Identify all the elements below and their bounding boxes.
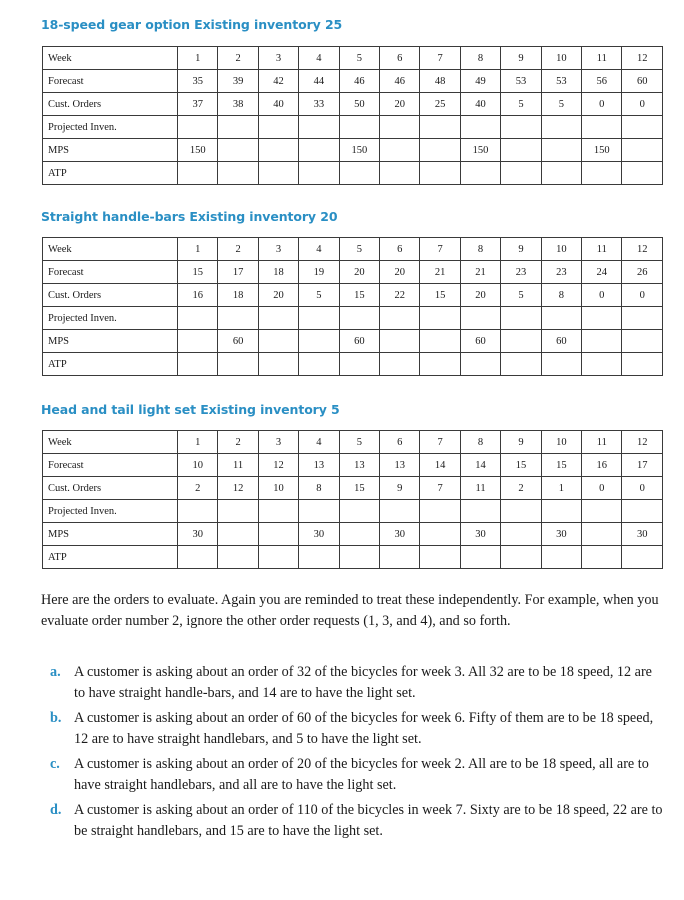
week-number-cell: 2	[218, 47, 258, 70]
customer-orders-row	[43, 477, 663, 500]
row-label: Projected Inven.	[43, 500, 178, 523]
table-cell	[622, 353, 663, 376]
order-item	[41, 754, 666, 795]
week-number-cell: 4	[299, 238, 339, 261]
table-cell	[178, 546, 218, 569]
row-label: ATP	[43, 546, 178, 569]
forecast-row	[43, 454, 663, 477]
week-number-cell: 7	[420, 431, 460, 454]
table-cell	[501, 500, 541, 523]
order-list	[41, 662, 666, 846]
table-cell: 46	[380, 70, 420, 93]
week-number-cell: 5	[339, 47, 379, 70]
table-cell: 60	[622, 70, 663, 93]
table-cell: 30	[460, 523, 500, 546]
table-cell: 11	[460, 477, 500, 500]
atp-row	[43, 162, 663, 185]
table-cell	[501, 307, 541, 330]
table-cell: 49	[460, 70, 500, 93]
table-cell: 2	[501, 477, 541, 500]
table-cell: 15	[541, 454, 581, 477]
customer-orders-row	[43, 93, 663, 116]
week-number-cell: 6	[380, 238, 420, 261]
table-cell: 20	[258, 284, 298, 307]
week-number-cell: 2	[218, 431, 258, 454]
week-row	[43, 431, 663, 454]
table-cell: 150	[178, 139, 218, 162]
order-text: A customer is asking about an order of 32 of the bicycles for week 3. All 32 are to be 18 speed, 12 are to have straight handle-bars, and 14 are to have the light set.	[74, 664, 652, 701]
table-cell: 38	[218, 93, 258, 116]
table-cell: 15	[420, 284, 460, 307]
table-cell	[420, 139, 460, 162]
table-cell: 25	[420, 93, 460, 116]
table-cell	[460, 162, 500, 185]
table-cell	[582, 162, 622, 185]
table-cell	[299, 162, 339, 185]
row-label: Week	[43, 431, 178, 454]
order-marker: d.	[50, 802, 62, 818]
row-label: Projected Inven.	[43, 307, 178, 330]
forecast-row	[43, 261, 663, 284]
table-cell	[501, 116, 541, 139]
table-cell: 42	[258, 70, 298, 93]
table-cell	[258, 523, 298, 546]
table-cell	[582, 330, 622, 353]
table-cell: 0	[582, 477, 622, 500]
table-cell	[460, 353, 500, 376]
row-label: MPS	[43, 523, 178, 546]
row-label: Cust. Orders	[43, 477, 178, 500]
table-cell	[380, 116, 420, 139]
table-cell	[380, 139, 420, 162]
table-cell	[541, 307, 581, 330]
week-row	[43, 238, 663, 261]
week-number-cell: 8	[460, 238, 500, 261]
table-cell: 16	[582, 454, 622, 477]
row-label: Forecast	[43, 454, 178, 477]
table-cell	[258, 500, 298, 523]
table-cell: 13	[380, 454, 420, 477]
table-cell	[299, 139, 339, 162]
table-cell: 5	[501, 284, 541, 307]
table-cell	[501, 162, 541, 185]
table-cell	[582, 116, 622, 139]
table-cell	[299, 330, 339, 353]
table-cell: 16	[178, 284, 218, 307]
table-cell: 26	[622, 261, 663, 284]
table-cell: 2	[178, 477, 218, 500]
week-number-cell: 8	[460, 47, 500, 70]
week-number-cell: 7	[420, 47, 460, 70]
order-text: A customer is asking about an order of 20 of the bicycles for week 2. All are to be 18 speed, all are to have straight handlebars, and all are to have the light set.	[74, 756, 649, 793]
forecast-row	[43, 70, 663, 93]
table-cell: 37	[178, 93, 218, 116]
week-number-cell: 8	[460, 431, 500, 454]
table-cell: 150	[460, 139, 500, 162]
order-marker: a.	[50, 664, 61, 680]
table-cell: 150	[339, 139, 379, 162]
table-cell: 8	[541, 284, 581, 307]
table-cell	[460, 116, 500, 139]
row-label: Week	[43, 47, 178, 70]
table-cell: 35	[178, 70, 218, 93]
table-cell	[582, 353, 622, 376]
table-cell: 30	[541, 523, 581, 546]
table-cell: 17	[218, 261, 258, 284]
atp-row	[43, 546, 663, 569]
table-cell: 8	[299, 477, 339, 500]
table-cell: 1	[541, 477, 581, 500]
table-cell: 150	[582, 139, 622, 162]
table-cell	[582, 546, 622, 569]
table-cell	[420, 162, 460, 185]
week-number-cell: 5	[339, 431, 379, 454]
table-cell	[258, 353, 298, 376]
row-label: Cust. Orders	[43, 284, 178, 307]
table-cell: 30	[178, 523, 218, 546]
table-cell	[380, 500, 420, 523]
week-number-cell: 2	[218, 238, 258, 261]
table-cell: 20	[460, 284, 500, 307]
table-cell: 12	[258, 454, 298, 477]
week-number-cell: 9	[501, 47, 541, 70]
table-cell	[299, 353, 339, 376]
table-cell	[380, 330, 420, 353]
atp-row	[43, 353, 663, 376]
week-number-cell: 12	[622, 47, 663, 70]
table-cell: 21	[460, 261, 500, 284]
row-label: Cust. Orders	[43, 93, 178, 116]
week-number-cell: 1	[178, 47, 218, 70]
row-label: MPS	[43, 330, 178, 353]
table-cell	[218, 500, 258, 523]
table-cell	[258, 116, 298, 139]
table-cell: 33	[299, 93, 339, 116]
week-number-cell: 12	[622, 431, 663, 454]
table-cell	[622, 546, 663, 569]
table-cell	[622, 139, 663, 162]
table-cell: 50	[339, 93, 379, 116]
table-cell	[299, 307, 339, 330]
table-cell	[420, 330, 460, 353]
table-cell	[622, 116, 663, 139]
table-cell	[178, 500, 218, 523]
table-cell	[218, 353, 258, 376]
row-label: MPS	[43, 139, 178, 162]
table-cell: 30	[299, 523, 339, 546]
table-cell	[541, 139, 581, 162]
table-cell: 15	[339, 284, 379, 307]
week-number-cell: 4	[299, 431, 339, 454]
mps-row	[43, 523, 663, 546]
table-cell	[541, 353, 581, 376]
table-cell	[420, 116, 460, 139]
table-cell: 0	[622, 477, 663, 500]
week-number-cell: 1	[178, 238, 218, 261]
table-cell	[460, 500, 500, 523]
customer-orders-row	[43, 284, 663, 307]
projected-inventory-row	[43, 500, 663, 523]
week-row	[43, 47, 663, 70]
order-item	[41, 800, 666, 841]
table-cell: 53	[541, 70, 581, 93]
table-cell	[218, 139, 258, 162]
table-cell	[258, 139, 298, 162]
row-label: Forecast	[43, 261, 178, 284]
table-cell	[178, 353, 218, 376]
table-cell	[178, 116, 218, 139]
week-number-cell: 11	[582, 431, 622, 454]
week-number-cell: 10	[541, 431, 581, 454]
week-number-cell: 1	[178, 431, 218, 454]
table-cell	[218, 116, 258, 139]
table-cell: 14	[420, 454, 460, 477]
table-cell	[299, 546, 339, 569]
table-cell: 53	[501, 70, 541, 93]
table-cell	[622, 162, 663, 185]
table-cell: 5	[299, 284, 339, 307]
table-cell	[178, 307, 218, 330]
table-cell: 22	[380, 284, 420, 307]
table-cell	[339, 523, 379, 546]
mps-table-handlebars	[42, 237, 663, 376]
week-number-cell: 11	[582, 238, 622, 261]
table-cell: 13	[339, 454, 379, 477]
mps-table-gear	[42, 46, 663, 185]
section-title-lights: Head and tail light set Existing inventory 5	[41, 402, 340, 417]
table-cell	[541, 500, 581, 523]
table-cell: 15	[501, 454, 541, 477]
table-cell: 10	[258, 477, 298, 500]
table-cell: 23	[541, 261, 581, 284]
row-label: ATP	[43, 353, 178, 376]
table-cell	[420, 500, 460, 523]
table-cell: 24	[582, 261, 622, 284]
table-cell: 15	[178, 261, 218, 284]
table-cell	[420, 307, 460, 330]
table-cell: 0	[582, 284, 622, 307]
week-number-cell: 11	[582, 47, 622, 70]
table-cell: 18	[258, 261, 298, 284]
order-marker: c.	[50, 756, 60, 772]
table-cell	[582, 307, 622, 330]
table-cell	[541, 116, 581, 139]
table-cell: 5	[541, 93, 581, 116]
order-marker: b.	[50, 710, 62, 726]
mps-row	[43, 330, 663, 353]
table-cell: 44	[299, 70, 339, 93]
table-cell	[178, 162, 218, 185]
week-number-cell: 6	[380, 47, 420, 70]
table-cell	[218, 546, 258, 569]
table-cell: 13	[299, 454, 339, 477]
table-cell	[380, 162, 420, 185]
table-cell: 20	[380, 93, 420, 116]
table-cell	[380, 353, 420, 376]
table-cell: 12	[218, 477, 258, 500]
week-number-cell: 6	[380, 431, 420, 454]
table-cell	[501, 353, 541, 376]
table-cell: 48	[420, 70, 460, 93]
table-cell	[622, 330, 663, 353]
table-cell: 60	[541, 330, 581, 353]
table-cell: 0	[622, 93, 663, 116]
table-cell: 0	[582, 93, 622, 116]
table-cell	[420, 546, 460, 569]
week-number-cell: 10	[541, 238, 581, 261]
table-cell	[299, 500, 339, 523]
table-cell: 60	[339, 330, 379, 353]
table-cell: 40	[460, 93, 500, 116]
projected-inventory-row	[43, 116, 663, 139]
week-number-cell: 9	[501, 431, 541, 454]
table-cell	[218, 307, 258, 330]
table-cell: 19	[299, 261, 339, 284]
table-cell	[178, 330, 218, 353]
week-number-cell: 3	[258, 238, 298, 261]
table-cell	[258, 162, 298, 185]
table-cell	[541, 546, 581, 569]
week-number-cell: 3	[258, 47, 298, 70]
week-number-cell: 5	[339, 238, 379, 261]
week-number-cell: 4	[299, 47, 339, 70]
table-cell: 21	[420, 261, 460, 284]
order-item	[41, 708, 666, 749]
table-cell: 20	[339, 261, 379, 284]
table-cell	[339, 162, 379, 185]
table-cell	[299, 116, 339, 139]
table-cell: 17	[622, 454, 663, 477]
table-cell	[460, 546, 500, 569]
table-cell: 14	[460, 454, 500, 477]
table-cell: 20	[380, 261, 420, 284]
table-cell: 7	[420, 477, 460, 500]
table-cell	[420, 353, 460, 376]
table-cell: 23	[501, 261, 541, 284]
week-number-cell: 7	[420, 238, 460, 261]
table-cell	[218, 162, 258, 185]
table-cell: 60	[218, 330, 258, 353]
week-number-cell: 10	[541, 47, 581, 70]
row-label: Projected Inven.	[43, 116, 178, 139]
intro-paragraph: Here are the orders to evaluate. Again you are reminded to treat these independently. For example, when you evaluate order number 2, ignore the other order requests (1, 3, and 4), and so forth.	[41, 592, 659, 629]
table-cell: 30	[622, 523, 663, 546]
table-cell	[258, 307, 298, 330]
table-cell: 10	[178, 454, 218, 477]
table-cell	[460, 307, 500, 330]
table-cell	[339, 500, 379, 523]
table-cell: 60	[460, 330, 500, 353]
table-cell	[501, 139, 541, 162]
table-cell: 39	[218, 70, 258, 93]
order-text: A customer is asking about an order of 60 of the bicycles for week 6. Fifty of them are to be 18 speed, 12 are to have straight handlebars, and 5 to have the light set.	[74, 710, 654, 747]
order-item	[41, 662, 666, 703]
table-cell	[420, 523, 460, 546]
row-label: Forecast	[43, 70, 178, 93]
table-cell	[622, 307, 663, 330]
section-title-gear: 18-speed gear option Existing inventory 25	[41, 17, 343, 32]
order-text: A customer is asking about an order of 110 of the bicycles in week 7. Sixty are to be 18 speed, 22 are to be straight handlebars, and 15 are to have the light set.	[74, 802, 663, 839]
table-cell: 11	[218, 454, 258, 477]
projected-inventory-row	[43, 307, 663, 330]
table-cell	[501, 546, 541, 569]
table-cell: 40	[258, 93, 298, 116]
table-cell	[258, 546, 298, 569]
table-cell: 56	[582, 70, 622, 93]
section-title-handlebars: Straight handle-bars Existing inventory 20	[41, 209, 338, 224]
table-cell	[380, 546, 420, 569]
table-cell	[218, 523, 258, 546]
table-cell: 30	[380, 523, 420, 546]
table-cell: 46	[339, 70, 379, 93]
table-cell: 5	[501, 93, 541, 116]
table-cell	[622, 500, 663, 523]
table-cell	[339, 546, 379, 569]
week-number-cell: 12	[622, 238, 663, 261]
table-cell: 9	[380, 477, 420, 500]
table-cell	[582, 500, 622, 523]
table-cell	[339, 307, 379, 330]
row-label: Week	[43, 238, 178, 261]
mps-table-lights	[42, 430, 663, 569]
week-number-cell: 9	[501, 238, 541, 261]
table-cell	[339, 116, 379, 139]
table-cell	[541, 162, 581, 185]
week-number-cell: 3	[258, 431, 298, 454]
mps-row	[43, 139, 663, 162]
table-cell	[258, 330, 298, 353]
table-cell	[339, 353, 379, 376]
table-cell	[501, 523, 541, 546]
table-cell	[582, 523, 622, 546]
row-label: ATP	[43, 162, 178, 185]
table-cell	[380, 307, 420, 330]
table-cell: 15	[339, 477, 379, 500]
table-cell: 18	[218, 284, 258, 307]
table-cell	[501, 330, 541, 353]
table-cell: 0	[622, 284, 663, 307]
